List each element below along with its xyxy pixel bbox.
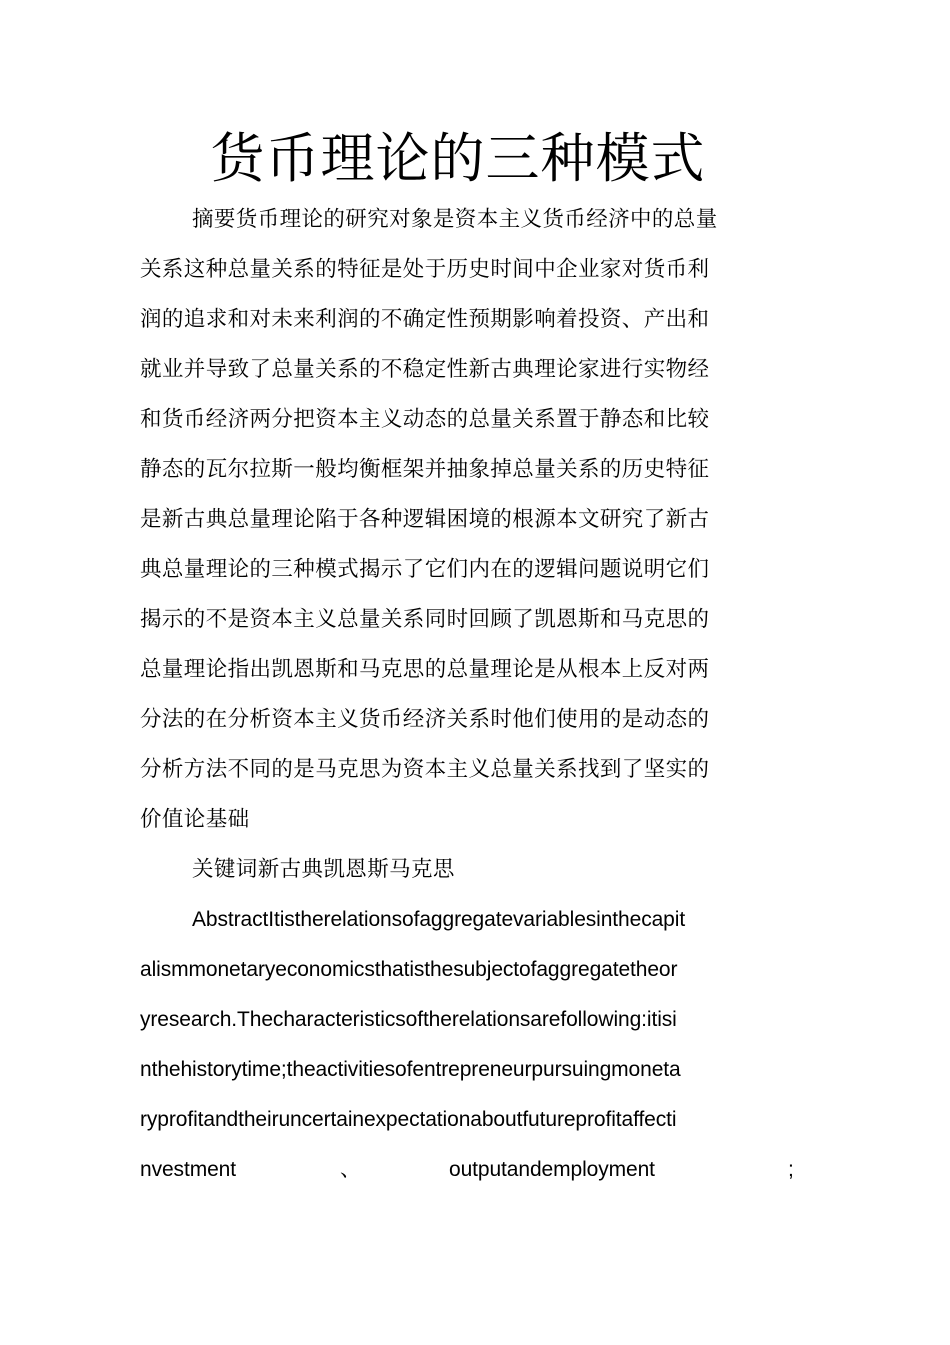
abstract-en-line: ryprofitandtheiruncertainexpectationaboutfutureprofitaffecti bbox=[140, 1108, 677, 1131]
abstract-en-last-line bbox=[140, 1153, 800, 1187]
abstract-en-line: AbstractItistherelationsofaggregatevariablesinthecapit bbox=[192, 908, 686, 931]
abstract-en-word: nvestment bbox=[140, 1158, 236, 1181]
keywords-line: 关键词新古典凯恩斯马克思 bbox=[192, 857, 455, 882]
abstract-en-line: alismmonetaryeconomicsthatisthesubjectofaggregatetheor bbox=[140, 958, 678, 981]
abstract-line: 分法的在分析资本主义货币经济关系时他们使用的是动态的 bbox=[140, 707, 710, 732]
abstract-line: 揭示的不是资本主义总量关系同时回顾了凯恩斯和马克思的 bbox=[140, 607, 710, 632]
abstract-en-line: yresearch.Thecharacteristicsoftherelationsarefollowing:itisi bbox=[140, 1008, 677, 1031]
abstract-line: 总量理论指出凯恩斯和马克思的总量理论是从根本上反对两 bbox=[140, 657, 710, 682]
abstract-en-line: nthehistorytime;theactivitiesofentrepreneurpursuingmoneta bbox=[140, 1058, 681, 1081]
abstract-line: 价值论基础 bbox=[140, 807, 250, 832]
abstract-line: 和货币经济两分把资本主义动态的总量关系置于静态和比较 bbox=[140, 407, 710, 432]
abstract-line: 关系这种总量关系的特征是处于历史时间中企业家对货币利 bbox=[140, 257, 710, 282]
abstract-en-punctuation: 、 bbox=[340, 1158, 361, 1181]
abstract-line: 就业并导致了总量关系的不稳定性新古典理论家进行实物经 bbox=[140, 357, 710, 382]
abstract-line: 静态的瓦尔拉斯一般均衡框架并抽象掉总量关系的历史特征 bbox=[140, 457, 710, 482]
abstract-line: 摘要货币理论的研究对象是资本主义货币经济中的总量 bbox=[192, 207, 718, 232]
abstract-line: 分析方法不同的是马克思为资本主义总量关系找到了坚实的 bbox=[140, 757, 710, 782]
abstract-line: 是新古典总量理论陷于各种逻辑困境的根源本文研究了新古 bbox=[140, 507, 710, 532]
abstract-line: 润的追求和对未来利润的不确定性预期影响着投资、产出和 bbox=[140, 307, 710, 332]
abstract-en-word: outputandemployment bbox=[449, 1158, 655, 1181]
abstract-en-punctuation: ; bbox=[788, 1158, 794, 1181]
abstract-line: 典总量理论的三种模式揭示了它们内在的逻辑问题说明它们 bbox=[140, 557, 710, 582]
document-title: 货币理论的三种模式 bbox=[210, 127, 706, 190]
